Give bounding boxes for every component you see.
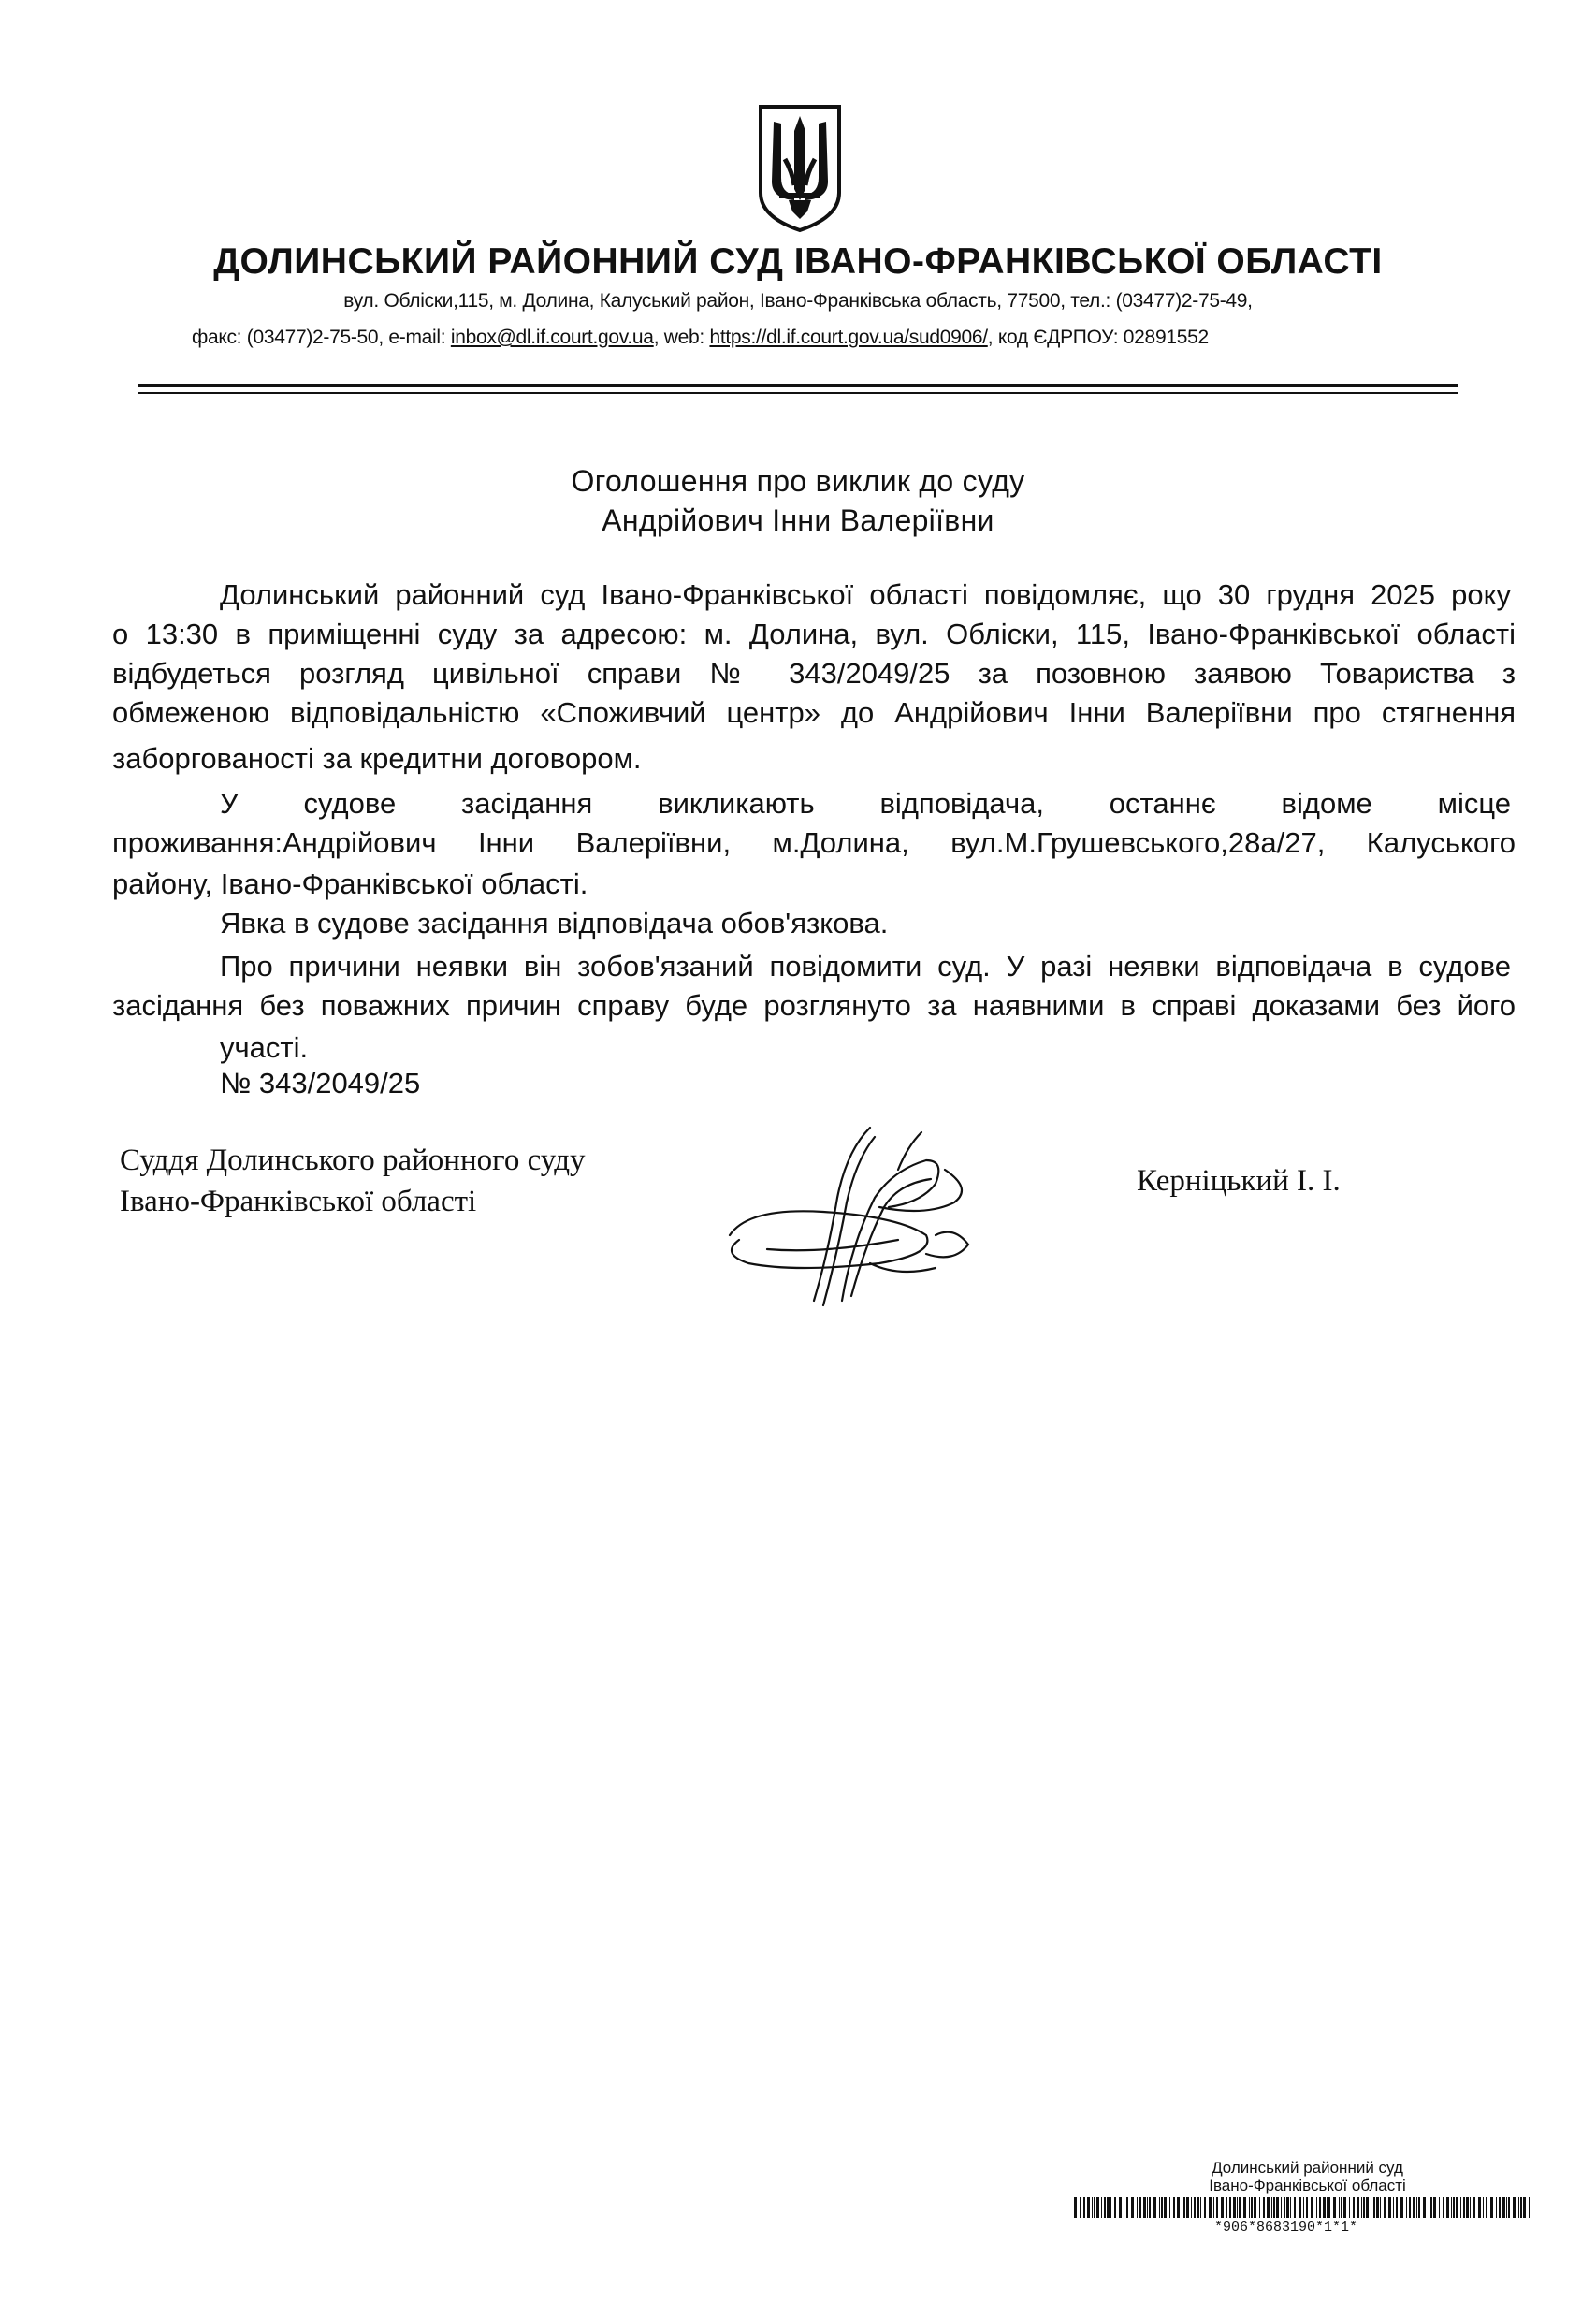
barcode-bar — [1384, 2197, 1386, 2218]
barcode-bar — [1191, 2197, 1192, 2218]
barcode-bar — [1306, 2197, 1308, 2218]
paragraph-line: Долинський районний суд Івано-Франківської області повідомляє, що 30 грудня 2025 року — [220, 578, 1511, 611]
barcode-bar — [1433, 2197, 1436, 2218]
barcode-bar — [1237, 2197, 1238, 2218]
barcode-bar — [1529, 2197, 1530, 2218]
barcode-bar — [1373, 2197, 1375, 2218]
barcode-bar — [1254, 2197, 1256, 2218]
barcode-bar — [1213, 2197, 1214, 2218]
barcode-bar — [1456, 2197, 1458, 2218]
barcode-bar — [1281, 2197, 1282, 2218]
barcode-bar — [1107, 2197, 1110, 2218]
barcode-bar — [1418, 2197, 1420, 2218]
paragraph-line: Явка в судове засідання відповідача обов'язкова. — [220, 907, 889, 940]
ukraine-trident-emblem-icon — [753, 103, 847, 234]
judge-position-line: Суддя Долинського районного суду — [120, 1143, 586, 1177]
barcode-bar — [1299, 2197, 1301, 2218]
notice-subject: Андрійович Інни Валеріївни — [602, 503, 994, 537]
notice-title: Оголошення про виклик до суду — [571, 464, 1025, 498]
barcode-bar — [1094, 2197, 1095, 2218]
fax-label: факс: (03477)2-75-50, e-mail: — [192, 327, 451, 348]
barcode-bar — [1259, 2197, 1260, 2218]
barcode-bar — [1393, 2197, 1394, 2218]
barcode-bar — [1303, 2197, 1304, 2218]
barcode-bar — [1087, 2197, 1090, 2218]
barcode-bar — [1357, 2197, 1359, 2218]
barcode-bar — [1173, 2197, 1175, 2218]
barcode-bar — [1139, 2197, 1141, 2218]
barcode-bar — [1164, 2197, 1167, 2218]
barcode-bar — [1126, 2197, 1128, 2218]
judge-position — [120, 1140, 586, 1222]
barcode-bar — [1319, 2197, 1321, 2218]
barcode-bar — [1137, 2197, 1138, 2218]
barcode-bar — [1423, 2197, 1426, 2218]
barcode-bar — [1104, 2197, 1106, 2218]
barcode-bar — [1273, 2197, 1275, 2218]
barcode-bar — [1416, 2197, 1417, 2218]
case-number: № 343/2049/25 — [220, 1067, 421, 1100]
barcode-bar — [1216, 2197, 1218, 2218]
barcode-bar — [1249, 2197, 1250, 2218]
barcode-bar — [1376, 2197, 1379, 2218]
barcode-bar — [1430, 2197, 1432, 2218]
barcode-bar — [1520, 2197, 1522, 2218]
paragraph-line: участі. — [220, 1031, 309, 1064]
barcode-bar — [1508, 2197, 1510, 2218]
barcode-bar — [1204, 2197, 1206, 2218]
stamp-court-line: Долинський районний суд — [1212, 2159, 1403, 2177]
barcode-bar — [1161, 2197, 1163, 2218]
barcode-bar — [1339, 2197, 1340, 2218]
barcode-bar — [1316, 2197, 1317, 2218]
email-link[interactable]: inbox@dl.if.court.gov.ua — [450, 327, 654, 348]
barcode-bar — [1119, 2197, 1122, 2218]
barcode-bar — [1483, 2197, 1484, 2218]
barcode-bar — [1470, 2197, 1471, 2218]
barcode-bar — [1451, 2197, 1452, 2218]
stamp-court-line: Івано-Франківської області — [1209, 2177, 1406, 2194]
barcode-bar — [1413, 2197, 1415, 2218]
registry-stamp — [1183, 2159, 1431, 2194]
court-address-line: вул. Обліски,115, м. Долина, Калуський район, Івано-Франківська область, 77500, тел.: (03477)2-75-49, — [343, 290, 1253, 312]
barcode-bar — [1523, 2197, 1526, 2218]
handwritten-signature-icon — [711, 1114, 1010, 1319]
barcode-bar — [1271, 2197, 1272, 2218]
barcode-bar — [1443, 2197, 1444, 2218]
barcode-bar — [1388, 2197, 1391, 2218]
barcode-bar — [1153, 2197, 1156, 2218]
barcode-bar — [1169, 2197, 1170, 2218]
paragraph-line: о 13:30 в приміщенні суду за адресою: м. Долина, вул. Обліски, 115, Івано-Франківської області — [112, 618, 1516, 650]
barcode-bar — [1486, 2197, 1487, 2218]
barcode-bar — [1496, 2197, 1497, 2218]
barcode-bar — [1186, 2197, 1189, 2218]
barcode-bar — [1333, 2197, 1336, 2218]
barcode-bar — [1197, 2197, 1199, 2218]
barcode-bar — [1200, 2197, 1201, 2218]
judge-name: Керніцький І. І. — [1137, 1164, 1341, 1198]
barcode-bar — [1506, 2197, 1507, 2218]
barcode-bar — [1101, 2197, 1102, 2218]
barcode-bar — [1400, 2197, 1403, 2218]
barcode-bar — [1226, 2197, 1227, 2218]
barcode-bar — [1143, 2197, 1146, 2218]
paragraph-line: Про причини неявки він зобов'язаний повідомити суд. У разі неявки відповідача в судове — [220, 950, 1511, 983]
barcode-bar — [1083, 2197, 1085, 2218]
paragraph-line: проживання:Андрійович Інни Валеріївни, м.Долина, вул.М.Грушевського,28а/27, Калуського — [112, 826, 1516, 859]
barcode-bar — [1349, 2197, 1350, 2218]
barcode-bar — [1311, 2197, 1313, 2218]
paragraph-line: району, Івано-Франківської області. — [112, 867, 588, 900]
barcode-bar — [1380, 2197, 1381, 2218]
barcode-bar — [1243, 2197, 1246, 2218]
barcode-bar — [1149, 2197, 1151, 2218]
barcode-bar — [1409, 2197, 1411, 2218]
barcode-bar — [1092, 2197, 1093, 2218]
header-divider-thick — [138, 384, 1458, 387]
edrpou-code: , код ЄДРПОУ: 02891552 — [987, 327, 1209, 348]
barcode-bar — [1478, 2197, 1481, 2218]
barcode-bar — [1110, 2197, 1111, 2218]
barcode-bar — [1290, 2197, 1291, 2218]
barcode-bar — [1131, 2197, 1134, 2218]
paragraph-line: заборгованості за кредитни договором. — [112, 742, 642, 775]
barcode-bar — [1229, 2197, 1231, 2218]
barcode-bar — [1490, 2197, 1493, 2218]
barcode-bar — [1353, 2197, 1355, 2218]
court-contacts-line — [192, 327, 1209, 349]
barcode-bar — [1263, 2197, 1265, 2218]
barcode-bar — [1286, 2197, 1289, 2218]
barcode-bar — [1074, 2197, 1077, 2218]
court-name-heading: ДОЛИНСЬКИЙ РАЙОННИЙ СУД ІВАНО-ФРАНКІВСЬКОЇ ОБЛАСТІ — [213, 241, 1383, 282]
barcode-bar — [1159, 2197, 1160, 2218]
barcode-bar — [1183, 2197, 1185, 2218]
barcode-bar — [1114, 2197, 1116, 2218]
barcode-bar — [1406, 2197, 1407, 2218]
paragraph-line: У судове засідання викликають відповідача, останнє відоме місце — [220, 787, 1511, 820]
barcode-bar — [1463, 2197, 1465, 2218]
barcode-bar — [1439, 2197, 1440, 2218]
barcode-bar — [1209, 2197, 1212, 2218]
header-divider-thin — [138, 392, 1458, 394]
barcode-bar — [1276, 2197, 1279, 2218]
barcode-bar — [1341, 2197, 1342, 2218]
barcode-bar — [1147, 2197, 1148, 2218]
barcode-bar — [1502, 2197, 1505, 2218]
paragraph-line: обмеженою відповідальністю «Споживчий центр» до Андрійович Інни Валеріївни про стягнення — [112, 696, 1516, 729]
barcode-bar — [1251, 2197, 1253, 2218]
barcode-bar — [1460, 2197, 1461, 2218]
barcode-icon — [1074, 2197, 1532, 2218]
barcode-bar — [1473, 2197, 1475, 2218]
barcode-bar — [1361, 2197, 1362, 2218]
barcode-bar — [1327, 2197, 1328, 2218]
barcode-bar — [1323, 2197, 1326, 2218]
barcode-bar — [1466, 2197, 1469, 2218]
barcode-bar — [1284, 2197, 1285, 2218]
barcode-bar — [1328, 2197, 1330, 2218]
barcode-bar — [1267, 2197, 1270, 2218]
judge-position-line: Івано-Франківської області — [120, 1185, 477, 1218]
web-label: , web: — [653, 327, 710, 348]
barcode-bar — [1366, 2197, 1369, 2218]
barcode-bar — [1499, 2197, 1501, 2218]
barcode-bar — [1363, 2197, 1365, 2218]
barcode-bar — [1233, 2197, 1236, 2218]
barcode-bar — [1096, 2197, 1099, 2218]
barcode-bar — [1343, 2197, 1346, 2218]
barcode-bar — [1518, 2197, 1519, 2218]
barcode-bar — [1239, 2197, 1241, 2218]
barcode-bar — [1396, 2197, 1398, 2218]
website-link[interactable]: https://dl.if.court.gov.ua/sud0906/ — [709, 327, 988, 348]
paragraph-line: відбудеться розгляд цивільної справи № 343/2049/25 за позовною заявою Товариства з — [112, 657, 1516, 690]
barcode-bar — [1080, 2197, 1081, 2218]
barcode-bar — [1453, 2197, 1455, 2218]
barcode-bar — [1513, 2197, 1516, 2218]
barcode-bar — [1294, 2197, 1296, 2218]
paragraph-line: засідання без поважних причин справу буде розглянуто за наявними в справі доказами без його — [112, 989, 1516, 1022]
barcode-number: *906*8683190*1*1* — [1214, 2220, 1358, 2236]
barcode-bar — [1194, 2197, 1196, 2218]
barcode-bar — [1177, 2197, 1180, 2218]
barcode-bar — [1221, 2197, 1224, 2218]
barcode-bar — [1446, 2197, 1449, 2218]
